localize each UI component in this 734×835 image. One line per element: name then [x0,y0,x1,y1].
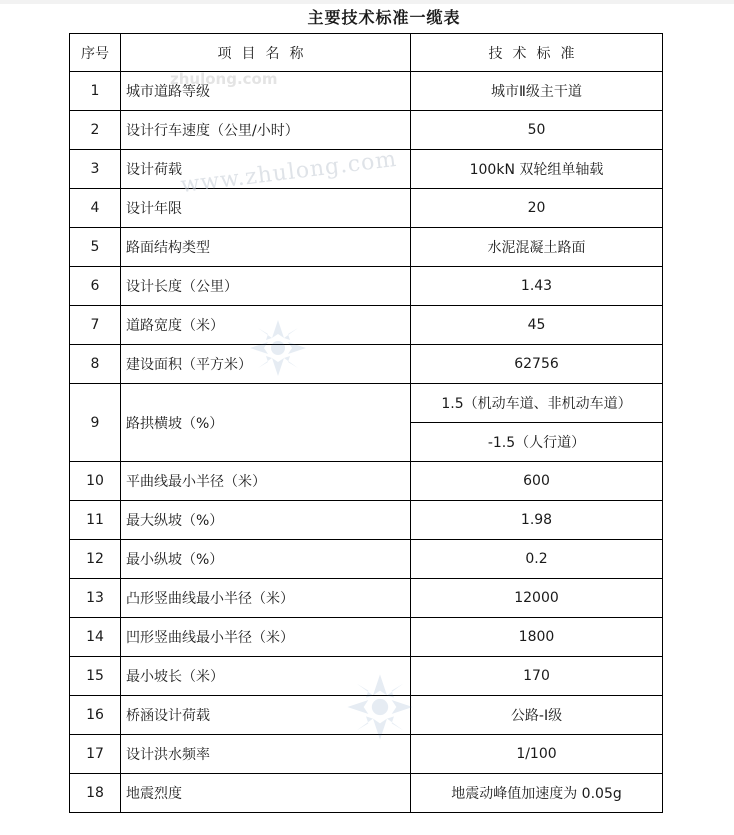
table-row [70,72,663,111]
row-value: 1.5（机动车道、非机动车道） [411,384,663,423]
header-num: 序号 [70,34,121,72]
row-item: 最小坡长（米） [121,657,411,696]
row-value-secondary: -1.5（人行道） [411,423,663,462]
row-item: 地震烈度 [121,774,411,813]
row-value: 1.98 [411,501,663,540]
row-item: 城市道路等级 [121,72,411,111]
row-item: 路拱横坡（%） [121,384,411,462]
row-item: 凹形竖曲线最小半径（米） [121,618,411,657]
table-row [70,579,663,618]
row-num: 9 [70,384,121,462]
row-value: 水泥混凝土路面 [411,228,663,267]
row-num: 10 [70,462,121,501]
row-value: 1.43 [411,267,663,306]
table-row [70,267,663,306]
table-row [70,228,663,267]
row-num: 3 [70,150,121,189]
row-item: 最小纵坡（%） [121,540,411,579]
top-edge [0,0,734,4]
row-value: 100kN 双轮组单轴载 [411,150,663,189]
header-item: 项目名称 [121,34,411,72]
row-num: 15 [70,657,121,696]
row-item: 设计行车速度（公里/小时） [121,111,411,150]
row-item: 道路宽度（米） [121,306,411,345]
row-item: 设计长度（公里） [121,267,411,306]
table-row [70,696,663,735]
row-value: 城市Ⅱ级主干道 [411,72,663,111]
row-num: 12 [70,540,121,579]
row-item: 路面结构类型 [121,228,411,267]
standards-table [69,33,663,813]
row-num: 5 [70,228,121,267]
row-value: 地震动峰值加速度为 0.05g [411,774,663,813]
row-item: 建设面积（平方米） [121,345,411,384]
row-num: 2 [70,111,121,150]
row-num: 17 [70,735,121,774]
header-standard: 技术标准 [411,34,663,72]
row-num: 7 [70,306,121,345]
row-value: 0.2 [411,540,663,579]
watermark-site: zhulong.com [170,70,278,88]
row-num: 11 [70,501,121,540]
table-row [70,111,663,150]
table-row [70,774,663,813]
row-value: 12000 [411,579,663,618]
table-row [70,189,663,228]
row-item: 设计洪水频率 [121,735,411,774]
row-num: 13 [70,579,121,618]
row-value: 170 [411,657,663,696]
row-item: 设计年限 [121,189,411,228]
row-value: 1/100 [411,735,663,774]
row-value: 50 [411,111,663,150]
row-num: 6 [70,267,121,306]
row-item: 最大纵坡（%） [121,501,411,540]
row-item: 桥涵设计荷载 [121,696,411,735]
page-title: 主要技术标准一缆表 [307,8,461,27]
row-value: 公路-Ⅰ级 [411,696,663,735]
watermark-url: www.zhulong.com [179,146,399,199]
table-row [70,618,663,657]
table-row [70,540,663,579]
row-value: 62756 [411,345,663,384]
table-row [70,384,663,423]
table-row [70,150,663,189]
row-item: 设计荷载 [121,150,411,189]
row-num: 18 [70,774,121,813]
row-item: 凸形竖曲线最小半径（米） [121,579,411,618]
row-value: 1800 [411,618,663,657]
row-value: 600 [411,462,663,501]
table-row [70,345,663,384]
row-num: 1 [70,72,121,111]
table-row [70,657,663,696]
row-num: 16 [70,696,121,735]
table-row [70,306,663,345]
table-header-row [70,34,663,72]
row-value: 45 [411,306,663,345]
table-row [70,735,663,774]
row-num: 8 [70,345,121,384]
table-row [70,501,663,540]
row-item: 平曲线最小半径（米） [121,462,411,501]
row-num: 14 [70,618,121,657]
row-num: 4 [70,189,121,228]
row-value: 20 [411,189,663,228]
table-row [70,462,663,501]
